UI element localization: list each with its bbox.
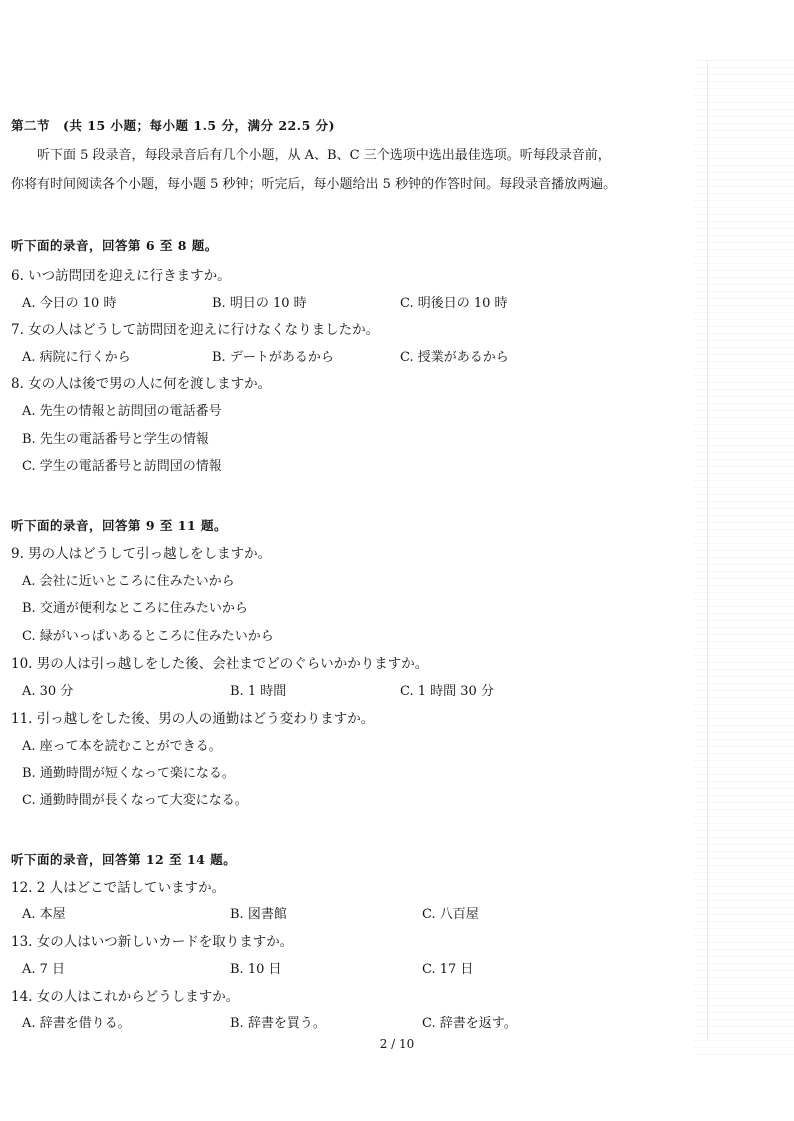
question-6-option-a: A. 今日の 10 時 xyxy=(22,296,117,311)
section-instructions-line-2: 你将有时间阅读各个小题，每小题 5 秒钟；听完后，每小题给出 5 秒钟的作答时间。每段录音播放两遍。 xyxy=(11,177,617,192)
question-14: 14. 女の人はこれからどうしますか。 xyxy=(11,989,240,1005)
question-14-option-a: A. 辞書を借りる。 xyxy=(22,1016,131,1031)
group-heading-2: 听下面的录音，回答第 9 至 11 题。 xyxy=(11,518,228,533)
question-12-option-c: C. 八百屋 xyxy=(422,907,479,922)
page-number: 2 / 10 xyxy=(379,1037,415,1051)
question-7: 7. 女の人はどうして訪問団を迎えに行けなくなりましたか。 xyxy=(11,322,380,338)
question-11-option-c: C. 通勤時間が長くなって大変になる。 xyxy=(22,793,248,808)
question-12-option-b: B. 図書館 xyxy=(230,907,287,922)
scan-edge-line xyxy=(707,60,708,1040)
question-13: 13. 女の人はいつ新しいカードを取りますか。 xyxy=(11,934,294,950)
question-7-option-c: C. 授業があるから xyxy=(400,350,509,365)
question-8-option-b: B. 先生の電話番号と学生の情報 xyxy=(22,432,209,447)
question-13-option-a: A. 7 日 xyxy=(22,962,66,977)
question-9: 9. 男の人はどうして引っ越しをしますか。 xyxy=(11,546,272,562)
question-11: 11. 引っ越しをした後、男の人の通勤はどう変わりますか。 xyxy=(11,711,375,727)
section-instructions-line-1: 听下面 5 段录音，每段录音后有几个小题，从 A、B、C 三个选项中选出最佳选项。听每段录音前， xyxy=(11,148,611,163)
question-12: 12. 2 人はどこで話していますか。 xyxy=(11,880,226,896)
question-7-option-b: B. デートがあるから xyxy=(212,350,334,365)
question-14-option-c: C. 辞書を返す。 xyxy=(422,1016,517,1031)
group-heading-1: 听下面的录音，回答第 6 至 8 题。 xyxy=(11,238,218,253)
question-12-option-a: A. 本屋 xyxy=(22,907,66,922)
question-9-option-b: B. 交通が便利なところに住みたいから xyxy=(22,601,248,616)
question-9-option-c: C. 緑がいっぱいあるところに住みたいから xyxy=(22,629,274,644)
question-8: 8. 女の人は後で男の人に何を渡しますか。 xyxy=(11,376,272,392)
question-10-option-b: B. 1 時間 xyxy=(230,684,287,699)
question-14-option-b: B. 辞書を買う。 xyxy=(230,1016,326,1031)
question-6-option-b: B. 明日の 10 時 xyxy=(212,296,307,311)
question-13-option-c: C. 17 日 xyxy=(422,962,474,977)
group-heading-3: 听下面的录音，回答第 12 至 14 题。 xyxy=(11,852,237,867)
question-10: 10. 男の人は引っ越しをした後、会社までどのぐらいかかりますか。 xyxy=(11,656,429,672)
question-11-option-b: B. 通勤時間が短くなって楽になる。 xyxy=(22,766,235,781)
question-11-option-a: A. 座って本を読むことができる。 xyxy=(22,739,222,754)
question-6: 6. いつ訪問団を迎えに行きますか。 xyxy=(11,268,231,284)
question-10-option-c: C. 1 時間 30 分 xyxy=(400,684,494,699)
question-10-option-a: A. 30 分 xyxy=(22,684,74,699)
section-title: 第二节 (共 15 小题；每小题 1.5 分，满分 22.5 分) xyxy=(11,118,336,133)
question-8-option-a: A. 先生の情報と訪問団の電話番号 xyxy=(22,404,222,419)
question-6-option-c: C. 明後日の 10 時 xyxy=(400,296,508,311)
question-7-option-a: A. 病院に行くから xyxy=(22,350,131,365)
question-8-option-c: C. 学生の電話番号と訪問団の情報 xyxy=(22,459,222,474)
question-9-option-a: A. 会社に近いところに住みたいから xyxy=(22,574,235,589)
scan-shadow xyxy=(694,60,794,1060)
question-13-option-b: B. 10 日 xyxy=(230,962,282,977)
